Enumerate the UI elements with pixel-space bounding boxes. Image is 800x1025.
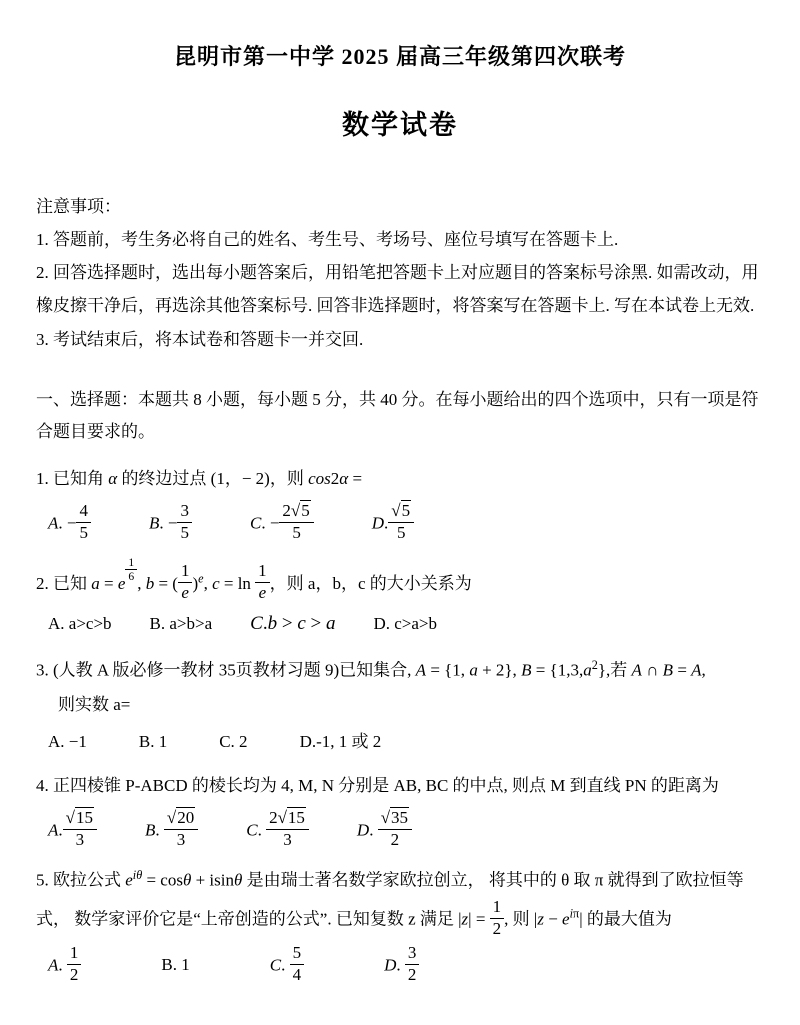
question-5-option-d: D. $\frac{3}{2}$ <box>384 944 419 984</box>
question-1 <box>36 462 764 542</box>
question-2-option-c: C.b > c > a <box>250 612 336 634</box>
question-1-option-c: C. − $\frac{2√5}{5}$ <box>250 502 314 542</box>
notes-section <box>36 190 764 356</box>
question-3-stem: 3. (人教 A 版必修一教材 35页教材习题 9)已知集合, A = {1, a + 2}, $B = \{1,3,a^2\}$,若 A ∩ B = A, <box>36 658 706 680</box>
question-4-option-d: D. $\frac{√35}{2}$ <box>357 809 412 849</box>
question-2-option-d: D. c>a>b <box>373 614 438 634</box>
question-3-stem-line2: 则实数 a= <box>58 694 131 714</box>
notes-heading: 注意事项： <box>36 197 121 216</box>
question-5-option-a: A. $\frac{1}{2}$ <box>48 944 81 984</box>
question-2-option-a: A. a>c>b <box>48 614 112 634</box>
question-4-option-b: B. $\frac{√20}{3}$ <box>145 809 198 849</box>
question-3-option-c: C. 2 <box>219 731 248 751</box>
exam-subtitle: 数学试卷 <box>342 110 458 140</box>
question-4-options <box>36 809 764 849</box>
question-1-option-b: B. − $\frac{3}{5}$ <box>149 502 192 542</box>
note-item-3: 3. 考试结束后，将本试卷和答题卡一并交回. <box>36 329 364 349</box>
question-2 <box>36 557 764 639</box>
question-5-option-b: B. 1 <box>161 954 190 974</box>
question-5-option-c: C. $\frac{5}{4}$ <box>270 944 304 984</box>
question-3-option-a: A. −1 <box>48 731 87 751</box>
exam-title: 昆明市第一中学 2025 届高三年级第四次联考 <box>173 44 626 69</box>
note-item-2: 2. 回答选择题时，选出每小题答案后，用铅笔把答题卡上对应题目的答案标号涂黑. 如需改动，用橡皮擦干净后，再选涂其他答案标号. 回答非选择题时，将答案写在答题卡上. 写在本试卷上无效. <box>36 263 759 316</box>
question-4-option-a: A. $\frac{√15}{3}$ <box>48 809 97 849</box>
question-5 <box>36 863 764 984</box>
question-4 <box>36 769 764 849</box>
question-1-option-a: A. − $\frac{4}{5}$ <box>48 502 91 542</box>
question-2-options <box>36 609 764 639</box>
question-4-option-c: C. $\frac{2√15}{3}$ <box>246 809 309 849</box>
question-5-options <box>36 944 764 984</box>
question-5-stem: 5. 欧拉公式 $e^{i\theta} = \cos\theta + isin\theta$ 是由瑞士著名数学家欧拉创立， 将其中的 θ 取 π 就得到了欧拉恒等式， 数学家评价它是“上帝创造的公式”. 已知复数 z 满足 |z| = $\frac{1}{2}$ , 则 $|z - e^{i\pi}|$ 的最大值为 <box>36 868 744 938</box>
question-2-stem: 2. 已知 a = e $^{\frac{1}{6}}$ , b = ( $\frac{1}{e}$ )$^e$, c = ln $\frac{1}{e}$ ，则 a，b，c 的大小关系为 <box>36 555 472 603</box>
section-heading: 一、选择题：本题共 8 小题，每小题 5 分，共 40 分。在每小题给出的四个选项中，只有一项是符合题目要求的。 <box>36 389 759 441</box>
question-1-stem: 1. 已知角 α 的终边过点 (1，− 2)，则 cos2α = <box>36 469 363 489</box>
question-3 <box>36 653 764 755</box>
question-1-option-d: D. $\frac{√5}{5}$ <box>372 502 414 542</box>
question-4-stem: 4. 正四棱锥 P-ABCD 的棱长均为 4, M, N 分别是 AB, BC 的中点, 则点 M 到直线 PN 的距离为 <box>36 775 719 795</box>
question-3-option-b: B. 1 <box>138 731 168 751</box>
question-3-option-d: D.-1, 1 或 2 <box>299 731 382 751</box>
question-1-options <box>36 502 764 542</box>
question-3-options <box>36 728 764 755</box>
note-item-1: 1. 答题前，考生务必将自己的姓名、考生号、考场号、座位号填写在答题卡上. <box>36 230 619 250</box>
question-2-option-b: B. a>b>a <box>149 614 213 634</box>
